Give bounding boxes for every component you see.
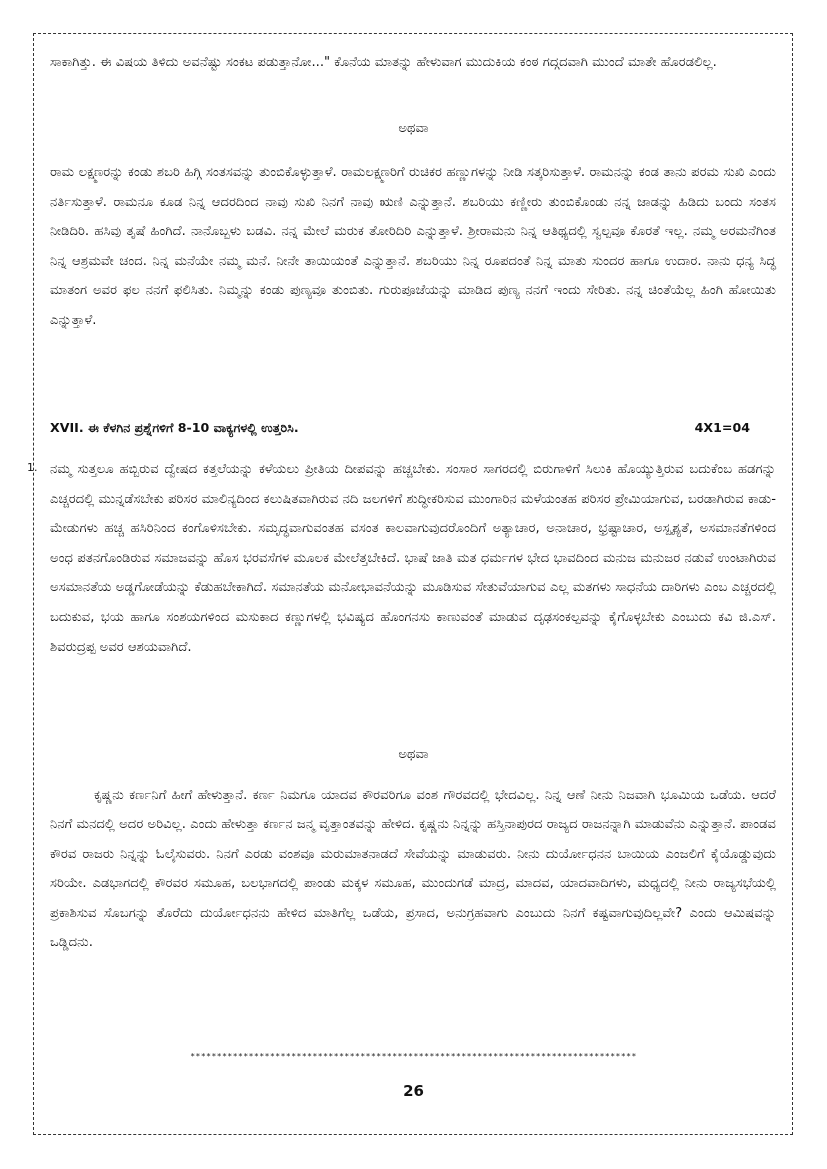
question-heading	[50, 420, 750, 436]
page-number: 26	[403, 1082, 424, 1100]
paragraph-continuation: ಸಾಕಾಗಿತ್ತು. ಈ ವಿಷಯ ತಿಳಿದು ಅವನೆಷ್ಟು ಸಂಕಟ ಪಡುತ್ತಾನೋ..." ಕೊನೆಯ ಮಾತನ್ನು ಹೇಳುವಾಗ ಮುದುಕಿಯ ಕಂಠ ಗದ್ಗದವಾಗಿ ಮುಂದೆ ಮಾತೇ ಹೊರಡಲಿಲ್ಲ.	[50, 55, 717, 70]
answer-number: 1.	[27, 461, 38, 474]
athava-divider-1: ಅಥವಾ	[398, 121, 429, 136]
marks-label: 4X1=04	[694, 420, 750, 435]
end-separator: ************************************************************************************	[190, 1052, 637, 1061]
athava-divider-2: ಅಥವಾ	[398, 747, 429, 762]
paragraph-poem-answer: ನಮ್ಮ ಸುತ್ತಲೂ ಹಬ್ಬಿರುವ ದ್ವೇಷದ ಕತ್ತಲೆಯನ್ನು ಕಳೆಯಲು ಪ್ರೀತಿಯ ದೀಪವನ್ನು ಹಚ್ಚಬೇಕು. ಸಂಸಾರ ಸಾಗರದಲ್ಲಿ ಬಿರುಗಾಳಿಗೆ ಸಿಲುಕಿ ಹೊಯ್ಯುತ್ತಿರುವ ಬದುಕೆಂಬ ಹಡಗನ್ನು ಎಚ್ಚರದಲ್ಲಿ ಮುನ್ನಡೆಸಬೇಕು ಪರಿಸರ ಮಾಲಿನ್ಯದಿಂದ ಕಲುಷಿತವಾಗಿರುವ ನದಿ ಜಲಗಳಿಗೆ ಶುದ್ಧೀಕರಿಸುವ ಮುಂಗಾರಿನ ಮಳೆಯಂತಹ ಪರಿಸರ ಪ್ರೇಮಿಯಾಗುವ, ಬರಡಾಗಿರುವ ಕಾಡು-ಮೇಡುಗಳು ಹಚ್ಚ ಹಸಿರಿನಿಂದ ಕಂಗೊಳಿಸಬೇಕು. ಸಮೃದ್ಧವಾಗುವಂತಹ ವಸಂತ ಕಾಲವಾಗುವುದರೊಂದಿಗೆ ಅತ್ಯಾಚಾರ, ಅನಾಚಾರ, ಭ್ರಷ್ಟಾಚಾರ, ಅಸ್ಪೃಶ್ಯತೆ, ಅಸಮಾನತೆಗಳಿಂದ ಅಂಧ ಪತನಗೊಂಡಿರುವ ಸಮಾಜವನ್ನು ಹೊಸ ಭರವಸೆಗಳ ಮೂಲಕ ಮೇಲೆತ್ತಬೇಕಿದೆ. ಭಾಷೆ ಜಾತಿ ಮತ ಧರ್ಮಗಳ ಭೇದ ಭಾವದಿಂದ ಮನುಜ ಮನುಜರ ನಡುವೆ ಉಂಟಾಗಿರುವ ಅಸಮಾನತೆಯ ಅಡ್ಡಗೋಡೆಯನ್ನು ಕೆಡುಹಬೇಕಾಗಿದೆ. ಸಮಾನತೆಯ ಮನೋಭಾವನೆಯನ್ನು ಮೂಡಿಸುವ ಸೇತುವೆಯಾಗುವ ಎಲ್ಲ ಮತಗಳು ಸಾಧನೆಯ ದಾರಿಗಳು ಎಂಬ ಎಚ್ಚರದಲ್ಲಿ ಬದುಕುವ, ಭಯ ಹಾಗೂ ಸಂಶಯಗಳಿಂದ ಮಸುಕಾದ ಕಣ್ಣುಗಳಲ್ಲಿ ಭವಿಷ್ಯದ ಹೊಂಗನಸು ಕಾಣುವಂತೆ ಮಾಡುವ ದೃಢಸಂಕಲ್ಪವನ್ನು ಕೈಗೊಳ್ಳಬೇಕು ಎಂಬುದು ಕವಿ ಜಿ.ಎಸ್. ಶಿವರುದ್ರಪ್ಪ ಅವರ ಆಶಯವಾಗಿದೆ.	[50, 462, 776, 655]
question-text: XVII. ಈ ಕೆಳಗಿನ ಪ್ರಶ್ನೆಗಳಿಗೆ 8-10 ವಾಕ್ಯಗಳಲ್ಲಿ ಉತ್ತರಿಸಿ.	[50, 420, 299, 435]
paragraph-krishna-answer: ಕೃಷ್ಣನು ಕರ್ಣನಿಗೆ ಹೀಗೆ ಹೇಳುತ್ತಾನೆ. ಕರ್ಣ ನಿಮಗೂ ಯಾದವ ಕೌರವರಿಗೂ ವಂಶ ಗೌರವದಲ್ಲಿ ಭೇದವಿಲ್ಲ. ನಿನ್ನ ಆಣೆ ನೀನು ನಿಜವಾಗಿ ಭೂಮಿಯ ಒಡೆಯ. ಆದರೆ ನಿನಗೆ ಮನದಲ್ಲಿ ಅದರ ಅರಿವಿಲ್ಲ. ಎಂದು ಹೇಳುತ್ತಾ ಕರ್ಣನ ಜನ್ಮ ವೃತ್ತಾಂತವನ್ನು ಹೇಳಿದ. ಕೃಷ್ಣನು ನಿನ್ನನ್ನು ಹಸ್ತಿನಾಪುರದ ರಾಜ್ಯದ ರಾಜನನ್ನಾಗಿ ಮಾಡುವೆನು ಎನ್ನುತ್ತಾನೆ. ಪಾಂಡವ ಕೌರವ ರಾಜರು ನಿನ್ನನ್ನು ಓಲೈಸುವರು. ನಿನಗೆ ಎರಡು ವಂಶವೂ ಮರುಮಾತನಾಡದೆ ಸೇವೆಯನ್ನು ಮಾಡುವರು. ನೀನು ದುರ್ಯೋಧನನ ಬಾಯಿಯ ಎಂಜಲಿಗೆ ಕೈಯೊಡ್ಡುವುದು ಸರಿಯೇ. ಎಡಭಾಗದಲ್ಲಿ ಕೌರವರ ಸಮೂಹ, ಬಲಭಾಗದಲ್ಲಿ ಪಾಂಡು ಮಕ್ಕಳ ಸಮೂಹ, ಮುಂದುಗಡೆ ಮಾದ್ರ, ಮಾದವ, ಯಾದವಾದಿಗಳು, ಮಧ್ಯದಲ್ಲಿ ನೀನು ರಾಜ್ಯಸಭೆಯಲ್ಲಿ ಪ್ರಕಾಶಿಸುವ ಸೊಬಗನ್ನು ತೊರೆದು ದುರ್ಯೋಧನನು ಹೇಳಿದ ಮಾತಿಗೆಲ್ಲ ಒಡೆಯ, ಪ್ರಸಾದ, ಅನುಗ್ರಹವಾಗು ಎಂಬುದು ನಿನಗೆ ಕಷ್ಟವಾಗುವುದಿಲ್ಲವೇ? ಎಂದು ಆಮಿಷವನ್ನು ಒಡ್ಡಿದನು.	[50, 788, 776, 951]
paragraph-shabari-answer: ರಾಮ ಲಕ್ಷ್ಮಣರನ್ನು ಕಂಡು ಶಬರಿ ಹಿಗ್ಗಿ ಸಂತಸವನ್ನು ತುಂಬಿಕೊಳ್ಳುತ್ತಾಳೆ. ರಾಮಲಕ್ಷ್ಮಣರಿಗೆ ರುಚಿಕರ ಹಣ್ಣುಗಳನ್ನು ನೀಡಿ ಸತ್ಕರಿಸುತ್ತಾಳೆ. ರಾಮನನ್ನು ಕಂಡ ತಾನು ಪರಮ ಸುಖಿ ಎಂದು ನರ್ತಿಸುತ್ತಾಳೆ. ರಾಮನೂ ಕೂಡ ನಿನ್ನ ಆದರದಿಂದ ನಾವು ಸುಖಿ ನಿನಗೆ ನಾವು ಋಣಿ ಎನ್ನುತ್ತಾನೆ. ಶಬರಿಯು ಕಣ್ಣೀರು ತುಂಬಿಕೊಂಡು ನನ್ನ ಜಾಡನ್ನು ಹಿಡಿದು ಬಂದು ಸಂತಸ ನೀಡಿದಿರಿ. ಹಸಿವು ತೃಷೆ ಹಿಂಗಿದೆ. ನಾನೊಬ್ಬಳು ಬಡವಿ. ನನ್ನ ಮೇಲೆ ಮರುಕ ತೋರಿದಿರಿ ಎನ್ನುತ್ತಾಳೆ. ಶ್ರೀರಾಮನು ನಿನ್ನ ಆತಿಥ್ಯದಲ್ಲಿ ಸ್ವಲ್ಪವೂ ಕೊರತೆ ಇಲ್ಲ. ನಮ್ಮ ಅರಮನೆಗಿಂತ ನಿನ್ನ ಆಶ್ರಮವೇ ಚಂದ. ನಿನ್ನ ಮನೆಯೇ ನಮ್ಮ ಮನೆ. ನೀನೇ ತಾಯಿಯಂತೆ ಎನ್ನುತ್ತಾನೆ. ಶಬರಿಯು ನಿನ್ನ ರೂಪದಂತೆ ನಿನ್ನ ಮಾತು ಸುಂದರ ಹಾಗೂ ಉದಾರ. ನಾನು ಧನ್ಯ ಸಿದ್ಧ ಮಾತಂಗ ಅವರ ಫಲ ನನಗೆ ಫಲಿಸಿತು. ನಿಮ್ಮನ್ನು ಕಂಡು ಪುಣ್ಯವೂ ತುಂಬಿತು. ಗುರುಪೂಜೆಯನ್ನು ಮಾಡಿದ ಪುಣ್ಯ ನನಗೆ ಇಂದು ಸೇರಿತು. ನನ್ನ ಚಿಂತೆಯೆಲ್ಲ ಹಿಂಗಿ ಹೋಯಿತು ಎನ್ನುತ್ತಾಳೆ.	[50, 165, 776, 328]
